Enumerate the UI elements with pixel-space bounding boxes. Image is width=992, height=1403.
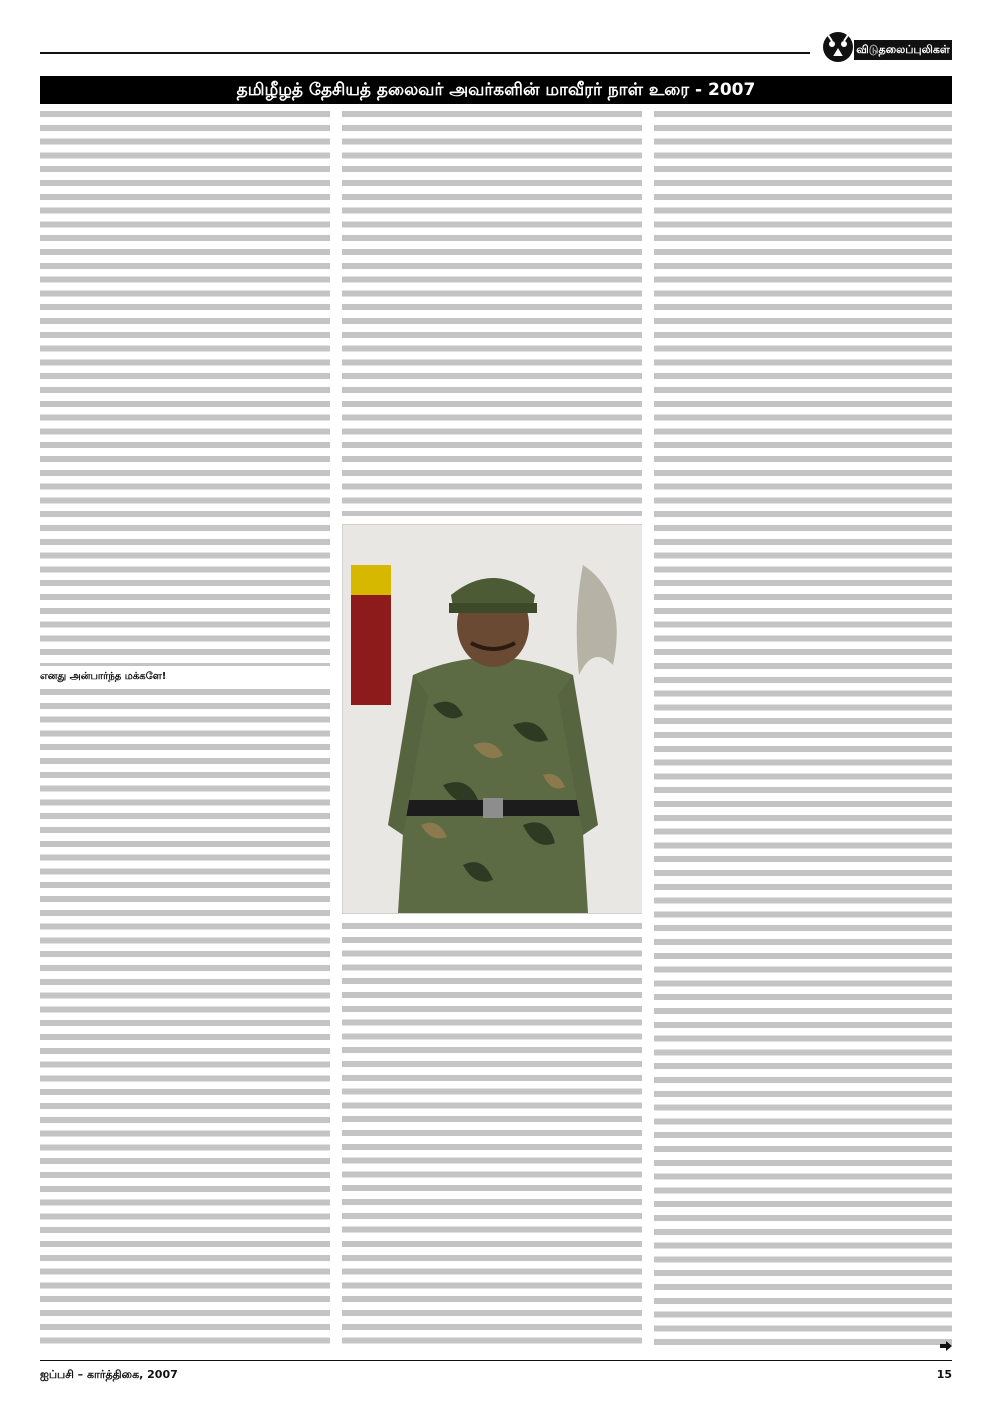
issue-date: ஐப்பசி – கார்த்திகை, 2007 [40,1368,178,1381]
leader-photo [342,524,642,914]
article-paragraphs-2c [342,1238,642,1347]
article-paragraphs-3a [654,108,952,1346]
page-number: 15 [936,1368,952,1381]
article-paragraphs-1b [40,686,330,1347]
section-heading: எனது அன்பார்ந்த மக்களே! [40,671,167,682]
logo-wordmark: விடுதலைப்புலிகள் [854,40,952,60]
text-column-2 [342,108,642,1347]
article-title: தமிழீழத் தேசியத் தலைவர் அவர்களின் மாவீரர் நாள் உரை - 2007 [236,80,756,100]
masthead [40,28,952,68]
masthead-rule [40,52,810,54]
photo-caption-paragraphs [342,920,642,1238]
text-column-1 [40,108,330,1347]
leader-portrait-image [343,525,642,913]
tiger-head-icon [820,30,856,64]
text-column-3 [654,108,952,1347]
title-banner [40,76,952,104]
continue-arrow-icon [940,1340,952,1352]
article-paragraphs-1a [40,108,330,666]
page-footer [40,1366,952,1384]
article-paragraphs-2a [342,108,642,516]
footer-rule [40,1360,952,1361]
magazine-logo [820,30,952,66]
